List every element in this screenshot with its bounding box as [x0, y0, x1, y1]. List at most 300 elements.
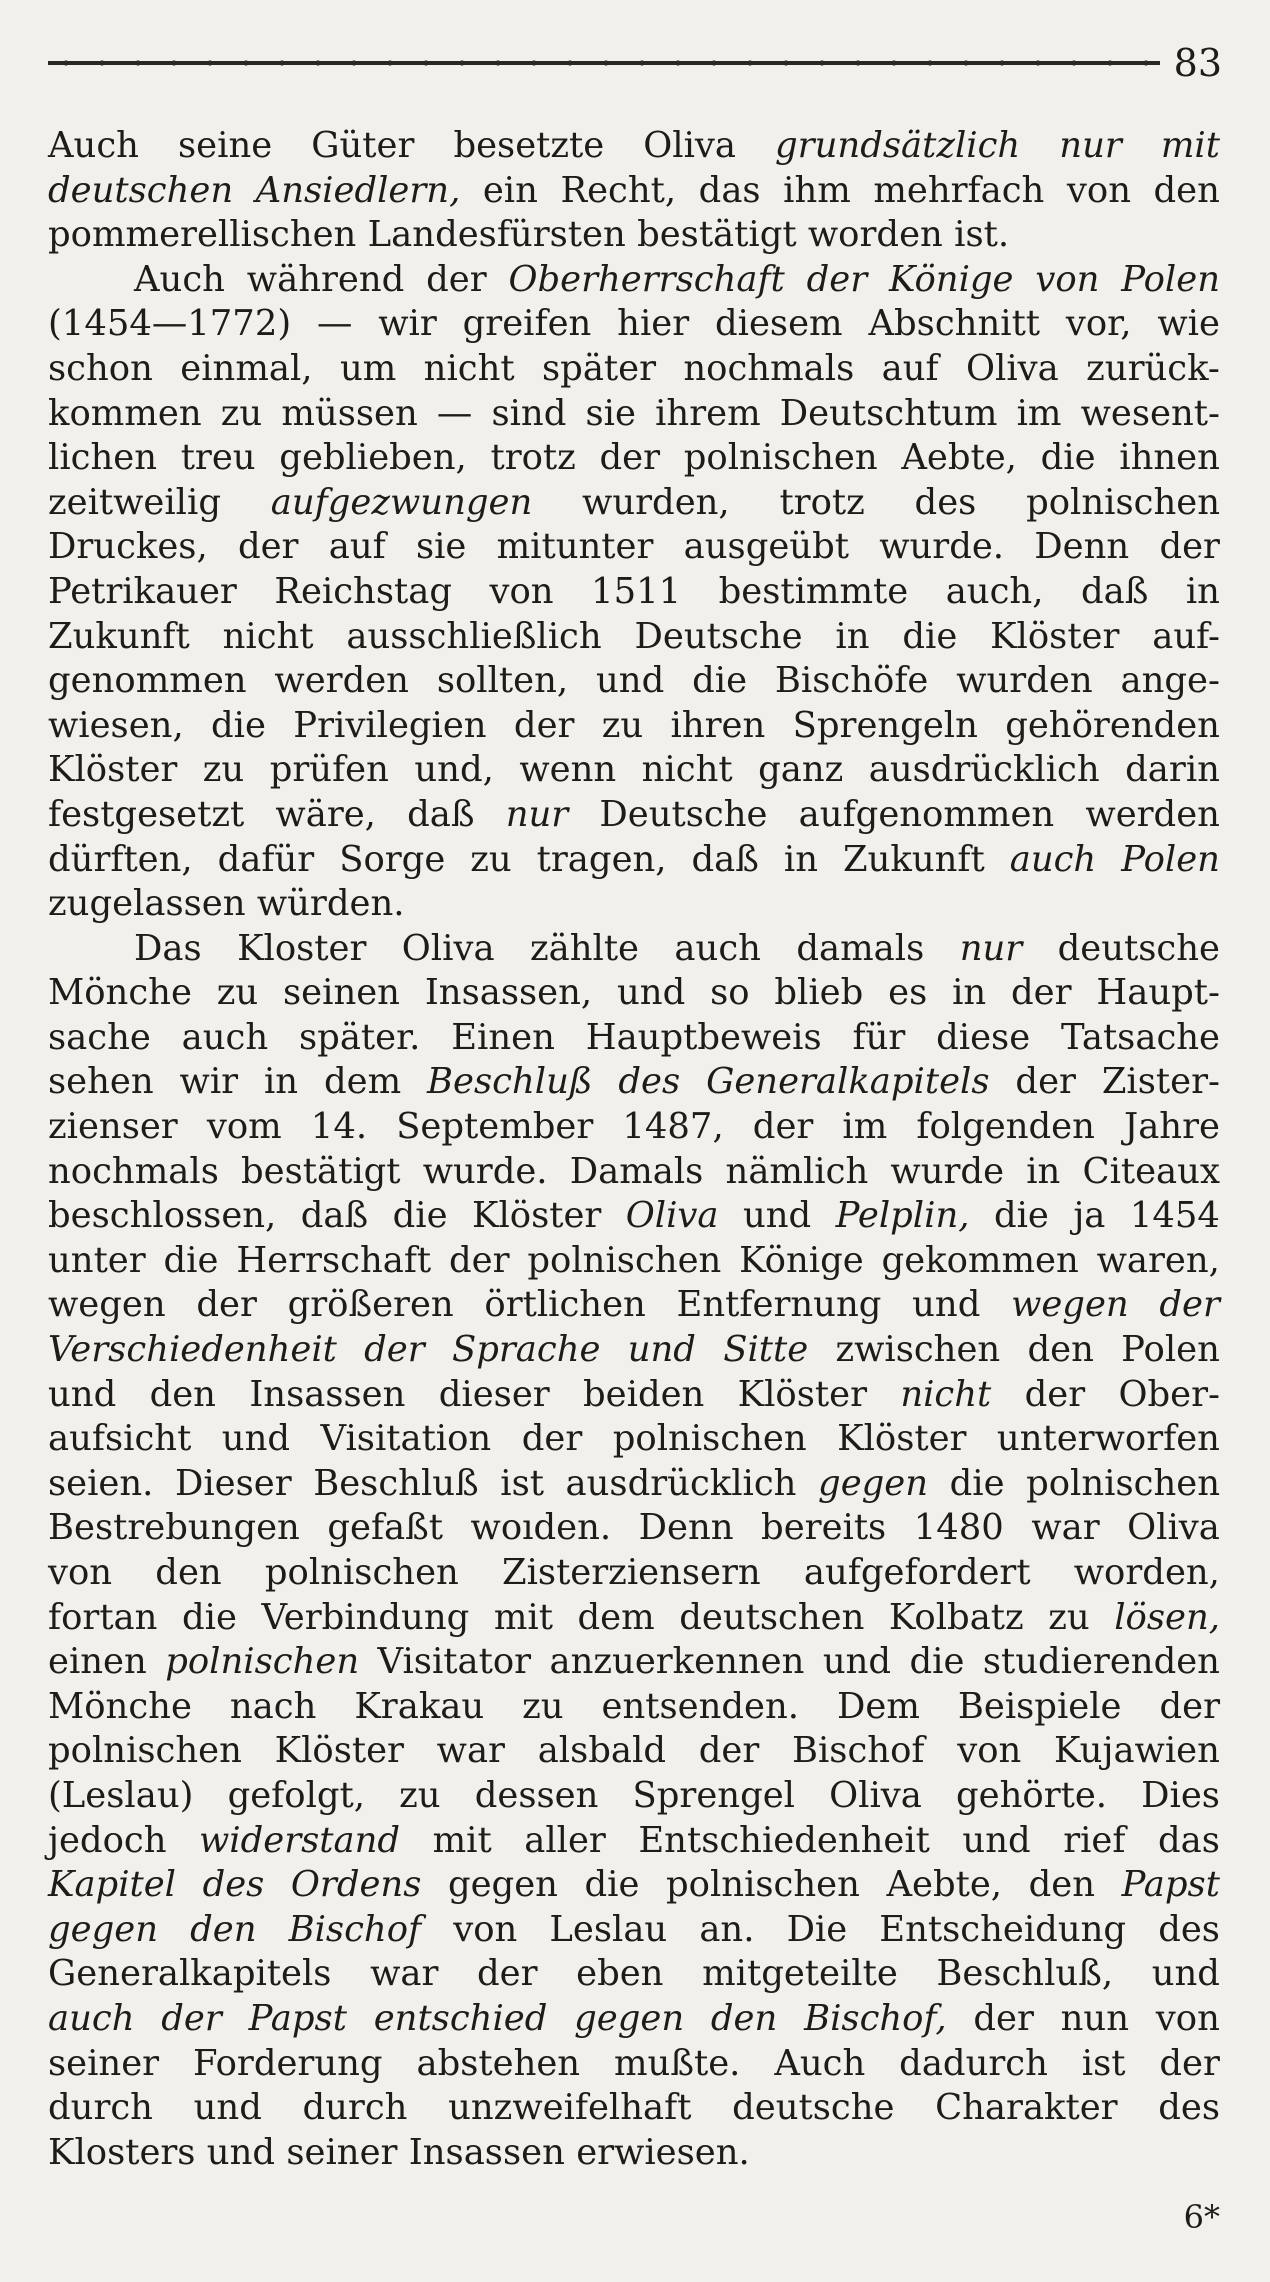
word: örtlichen: [484, 1284, 646, 1326]
word: Güter: [311, 125, 415, 166]
word: 1487,: [622, 1106, 724, 1148]
word: Das: [134, 927, 202, 969]
text-line: [48, 213, 1220, 258]
word: auch,: [945, 570, 1044, 612]
word: gekommen: [881, 1239, 1079, 1281]
word: von: [489, 570, 554, 612]
word: unterworfen: [996, 1418, 1220, 1460]
word: Insassen: [249, 1373, 406, 1415]
emphasized-word: auch: [48, 1997, 135, 2039]
word: Herrschaft: [236, 1239, 432, 1281]
word: diese: [936, 1016, 1031, 1058]
word: (Leslau): [48, 1774, 194, 1816]
word: nicht: [222, 615, 314, 657]
word: des: [1158, 1908, 1220, 1950]
text-line: [48, 392, 1220, 437]
word: von: [1066, 169, 1131, 211]
word: gefaßt: [327, 1507, 444, 1549]
text-line: [48, 1328, 1220, 1373]
word: zwischen: [835, 1329, 1001, 1371]
emphasized-word: gegen: [48, 1908, 158, 1950]
emphasized-word: lösen,: [1114, 1596, 1220, 1638]
word: die: [584, 1864, 640, 1906]
word: der: [426, 258, 487, 300]
word: seiner: [48, 2042, 160, 2084]
word: mit: [432, 1819, 492, 1861]
word: vor,: [1065, 303, 1132, 345]
word: zu: [216, 972, 259, 1014]
emphasized-word: Sitte: [723, 1329, 809, 1371]
word: wiesen,: [48, 704, 184, 746]
word: Beispiele: [957, 1685, 1122, 1727]
word: Kloster: [237, 927, 367, 969]
word: Aebte,: [901, 437, 1017, 479]
emphasized-word: Bischof: [288, 1908, 422, 1950]
word: ist: [500, 1462, 544, 1504]
word: nicht: [641, 749, 733, 791]
word: sie: [415, 526, 467, 568]
word: ausgeübt: [683, 526, 849, 568]
word: später: [542, 347, 657, 389]
word: Recht,: [560, 169, 677, 211]
word: deutsche: [732, 2087, 895, 2129]
word: zu: [202, 749, 245, 791]
text-line: [48, 1373, 1220, 1418]
word: polnischen: [1026, 1462, 1220, 1504]
word: blieb: [774, 972, 864, 1014]
word: von: [957, 1730, 1022, 1772]
word: ihnen: [1119, 437, 1220, 479]
word: Visitator: [377, 1641, 532, 1683]
emphasized-word: nur: [505, 793, 569, 835]
word: Petrikauer: [48, 570, 237, 612]
word: Klöster: [48, 749, 178, 791]
emphasized-word: nur: [959, 927, 1023, 969]
emphasized-word: auch: [1009, 838, 1097, 880]
word: (1454—1772): [48, 303, 292, 345]
word: Oliva: [1127, 1507, 1220, 1549]
word: und: [912, 1284, 981, 1326]
word: im: [842, 1106, 888, 1148]
word: wesent-: [1080, 392, 1220, 434]
word: wegen: [48, 1284, 166, 1326]
word: trotz: [779, 481, 865, 523]
word: einmal,: [180, 347, 313, 389]
word: Jahre: [1124, 1106, 1220, 1148]
body-text: [48, 124, 1220, 2175]
word: der: [1024, 1373, 1086, 1415]
word: diesem: [715, 303, 843, 345]
word: Denn: [1034, 526, 1130, 568]
word: die: [1040, 437, 1096, 479]
word: 14.: [310, 1106, 368, 1148]
text-line: [48, 704, 1220, 749]
text-line: [48, 659, 1220, 704]
word: während: [246, 258, 405, 300]
word: Klosters: [48, 2131, 196, 2173]
word: genommen: [48, 660, 247, 702]
word: polnischen: [612, 1418, 807, 1460]
emphasized-word: Oberherrschaft: [508, 258, 785, 300]
word: Aebte,: [886, 1864, 1003, 1906]
word: Beschluß: [313, 1462, 479, 1504]
emphasized-word: des: [618, 1061, 681, 1103]
word: ein: [482, 169, 538, 211]
word: die: [163, 1239, 219, 1281]
word: polnischen: [683, 437, 878, 479]
word: Privilegien: [293, 704, 487, 746]
word: eben: [576, 1953, 664, 1995]
word: in: [835, 615, 870, 657]
word: vom: [206, 1106, 282, 1148]
word: damals: [796, 927, 925, 969]
word: aufgenommen: [798, 793, 1055, 835]
word: aufsicht: [48, 1418, 192, 1460]
word: Zisterziensern: [502, 1552, 761, 1593]
word: Bestrebungen: [48, 1507, 300, 1549]
word: besetzte: [453, 125, 605, 166]
word: bestätigt: [637, 214, 797, 256]
word: im: [1016, 392, 1062, 434]
emphasized-word: gegen: [818, 1462, 929, 1504]
word: Bischof: [791, 1730, 925, 1772]
decorative-rule: [48, 56, 1160, 70]
text-line: [48, 1239, 1220, 1284]
word: geblieben,: [279, 437, 467, 479]
word: die: [692, 660, 748, 702]
word: dessen: [474, 1774, 599, 1816]
text-line: [48, 347, 1220, 392]
word: folgenden: [916, 1106, 1095, 1148]
word: ange-: [1120, 660, 1220, 702]
text-line: [48, 1997, 1220, 2042]
word: Dem: [837, 1685, 920, 1727]
text-line: [48, 1729, 1220, 1774]
word: nun: [1060, 1997, 1130, 2039]
text-line: [48, 1462, 1220, 1507]
word: mitgeteilte: [702, 1953, 898, 1995]
word: dafür: [217, 838, 315, 880]
word: Denn: [638, 1507, 734, 1549]
word: Oliva: [643, 125, 736, 166]
word: Klöster: [837, 1418, 967, 1460]
emphasized-word: aufgezwungen: [270, 481, 533, 523]
word: für: [852, 1016, 906, 1058]
text-line: [48, 1640, 1220, 1685]
word: war: [436, 1730, 505, 1772]
word: die: [993, 1195, 1049, 1237]
word: Dies: [1141, 1774, 1220, 1816]
text-line: [48, 1952, 1220, 1997]
word: dürften,: [48, 838, 193, 880]
word: zu: [1048, 1596, 1090, 1638]
word: bereits: [761, 1507, 887, 1549]
word: woıden.: [470, 1507, 612, 1549]
emphasized-word: polnischen: [165, 1641, 360, 1683]
word: —: [317, 303, 353, 345]
word: den: [1028, 1864, 1096, 1906]
emphasized-word: der: [806, 258, 868, 300]
word: Entscheidung: [879, 1908, 1127, 1950]
word: bestimmte: [718, 570, 909, 612]
word: Auch: [48, 125, 139, 166]
word: sache: [48, 1016, 151, 1058]
word: seine: [178, 125, 273, 166]
word: alsbald: [537, 1730, 666, 1772]
word: ja: [1073, 1195, 1106, 1237]
word: Mönche: [48, 1685, 192, 1727]
word: auf: [881, 347, 939, 389]
emphasized-word: den: [190, 1908, 257, 1950]
word: und: [193, 2087, 262, 2129]
word: aufgefordert: [803, 1552, 1031, 1593]
emphasized-word: Sprache: [451, 1329, 601, 1371]
word: nicht: [423, 347, 515, 389]
page-number: 83: [1173, 41, 1222, 85]
word: Kolbatz: [888, 1596, 1024, 1638]
word: hier: [617, 303, 690, 345]
emphasized-word: gegen: [574, 1997, 685, 2039]
word: Dieser: [174, 1462, 292, 1504]
text-line: [48, 1194, 1220, 1239]
word: treu: [180, 437, 256, 479]
word: wie: [1157, 303, 1220, 345]
word: beschlossen,: [48, 1195, 277, 1237]
word: Klöster: [274, 1730, 404, 1772]
word: Zukunft: [48, 615, 190, 657]
word: der: [752, 1106, 814, 1148]
word: der: [698, 1730, 760, 1772]
word: worden: [807, 214, 943, 256]
word: seinen: [283, 972, 400, 1014]
emphasized-word: Kapitel: [48, 1864, 176, 1906]
word: die: [182, 1596, 237, 1638]
word: trotz: [490, 437, 576, 479]
word: Generalkapitels: [48, 1953, 332, 1995]
word: Deutsche: [599, 793, 768, 835]
word: Insassen: [408, 2131, 565, 2173]
word: ist: [1081, 2042, 1126, 2084]
word: Kujawien: [1054, 1730, 1220, 1772]
word: Druckes,: [48, 526, 208, 568]
word: nochmals: [48, 1150, 219, 1192]
word: ausdrücklich: [868, 749, 1100, 791]
word: mitunter: [496, 526, 654, 568]
word: studierenden: [982, 1641, 1220, 1683]
text-line: [48, 1016, 1220, 1061]
emphasized-word: wegen: [1011, 1284, 1129, 1326]
text-line: [48, 436, 1220, 481]
word: auch: [674, 927, 761, 969]
word: zu: [220, 392, 263, 434]
word: der: [196, 1284, 257, 1326]
text-line: [48, 169, 1220, 214]
word: daß: [407, 793, 475, 835]
word: nach: [229, 1685, 317, 1727]
word: Haupt-: [1096, 972, 1220, 1014]
word: rief: [1063, 1819, 1126, 1861]
word: Citeaux: [1082, 1150, 1220, 1192]
emphasized-word: Beschluß: [427, 1061, 593, 1103]
emphasized-word: entschied: [373, 1997, 548, 2039]
word: war: [1031, 1507, 1100, 1549]
word: die: [211, 704, 266, 746]
word: 1480: [913, 1507, 1004, 1549]
word: wurden: [956, 660, 1093, 702]
text-line: [48, 302, 1220, 347]
word: den: [149, 1373, 216, 1415]
word: —: [436, 392, 473, 434]
word: Reichstag: [274, 570, 452, 612]
word: wurde.: [422, 1150, 548, 1192]
word: von: [1155, 1997, 1220, 2039]
word: sollten,: [436, 660, 569, 702]
text-line: [48, 124, 1220, 169]
word: wir: [378, 303, 437, 345]
text-line: [48, 481, 1220, 526]
word: polnischen: [1026, 481, 1220, 523]
word: Oliva: [966, 347, 1059, 389]
word: und: [822, 1641, 892, 1683]
emphasized-word: grundsätzlich: [775, 125, 1021, 166]
word: auch: [181, 1016, 269, 1058]
word: entsenden.: [601, 1685, 800, 1727]
word: daß: [691, 838, 759, 880]
emphasized-word: mit: [1160, 125, 1220, 166]
text-line: [48, 1774, 1220, 1819]
word: das: [1157, 1819, 1220, 1861]
word: in: [952, 972, 987, 1014]
word: Bischöfe: [774, 660, 929, 702]
word: von: [453, 1908, 518, 1950]
word: werden: [1085, 793, 1220, 835]
word: polnischen: [666, 1864, 860, 1906]
word: Krakau: [354, 1685, 485, 1727]
word: Einen: [451, 1016, 555, 1058]
text-line: [48, 838, 1220, 883]
word: Insassen,: [424, 972, 593, 1014]
word: den: [1027, 1329, 1094, 1371]
word: durch: [48, 2087, 153, 2129]
word: Hauptbeweis: [585, 1016, 822, 1058]
word: der: [1015, 1061, 1076, 1103]
word: Könige: [739, 1239, 864, 1281]
word: Polen: [1121, 1329, 1220, 1371]
word: durch: [302, 2087, 408, 2129]
word: und: [206, 2131, 276, 2173]
word: den: [155, 1552, 222, 1593]
emphasized-word: Generalkapitels: [706, 1061, 990, 1103]
word: und: [742, 1195, 812, 1237]
text-line: [48, 793, 1220, 838]
emphasized-word: Könige: [888, 258, 1014, 300]
word: dem: [577, 1596, 655, 1638]
emphasized-word: den: [710, 1997, 778, 2039]
word: auf: [328, 526, 386, 568]
word: Tatsache: [1061, 1016, 1220, 1058]
word: sind: [491, 392, 567, 434]
word: ihm: [783, 169, 851, 211]
word: ist.: [954, 214, 1010, 256]
word: dadurch: [899, 2042, 1048, 2084]
text-line: [48, 1150, 1220, 1195]
emphasized-word: deutschen: [48, 169, 234, 211]
word: gefolgt,: [227, 1774, 366, 1816]
word: ausdrücklich: [565, 1462, 797, 1504]
word: gehörte.: [956, 1774, 1108, 1816]
word: Sprengeln: [792, 704, 978, 746]
emphasized-word: Polen: [1121, 838, 1220, 880]
word: in: [263, 1061, 299, 1103]
word: zu: [470, 838, 512, 880]
emphasized-word: Ansiedlern,: [255, 169, 461, 211]
word: einen: [48, 1641, 147, 1683]
word: müssen: [281, 392, 418, 434]
word: Zukunft: [843, 838, 985, 880]
word: ausschließlich: [346, 615, 602, 657]
word: prüfen: [269, 749, 389, 791]
word: Auch: [134, 258, 225, 300]
word: dem: [323, 1061, 402, 1103]
word: und: [1151, 1953, 1220, 1995]
text-line: [48, 2042, 1220, 2087]
word: seiner: [286, 2131, 398, 2173]
word: die: [392, 1195, 448, 1237]
text-line: [48, 971, 1220, 1016]
word: deutsche: [1057, 927, 1220, 969]
word: Klöster: [472, 1195, 602, 1237]
word: pommerellischen: [48, 214, 357, 256]
word: nämlich: [725, 1150, 869, 1192]
word: der: [477, 1953, 538, 1995]
word: ihren: [670, 704, 766, 746]
word: ganz: [758, 749, 844, 791]
word: lichen: [48, 437, 157, 479]
word: September: [396, 1106, 594, 1148]
word: schon: [48, 347, 153, 389]
word: gegen: [447, 1864, 558, 1906]
word: kommen: [48, 392, 202, 434]
running-header: [48, 38, 1222, 88]
word: zugelassen: [48, 883, 246, 925]
word: tragen,: [536, 838, 667, 880]
word: anzuerkennen: [549, 1641, 805, 1683]
word: wurden,: [582, 481, 730, 523]
word: Abschnitt: [868, 303, 1041, 345]
word: zienser: [48, 1106, 178, 1148]
text-line: [48, 927, 1220, 972]
word: werden: [274, 660, 409, 702]
text-line: [48, 1105, 1220, 1150]
word: zu: [601, 704, 644, 746]
word: den: [1153, 169, 1220, 211]
word: Beschluß,: [936, 1953, 1114, 1995]
word: auf-: [1152, 615, 1220, 657]
word: deutschen: [679, 1596, 865, 1638]
emphasized-word: Ordens: [290, 1864, 422, 1906]
word: waren,: [1096, 1239, 1220, 1281]
text-line: [48, 1506, 1220, 1551]
emphasized-word: Bischof,: [804, 1997, 947, 2039]
emphasized-word: der: [161, 1997, 222, 2039]
word: zu: [522, 1685, 564, 1727]
word: die: [909, 1641, 965, 1683]
word: wurde.: [879, 526, 1005, 568]
text-line: [48, 570, 1220, 615]
word: an.: [699, 1908, 755, 1950]
word: der: [521, 1418, 583, 1460]
word: nochmals: [683, 347, 855, 389]
